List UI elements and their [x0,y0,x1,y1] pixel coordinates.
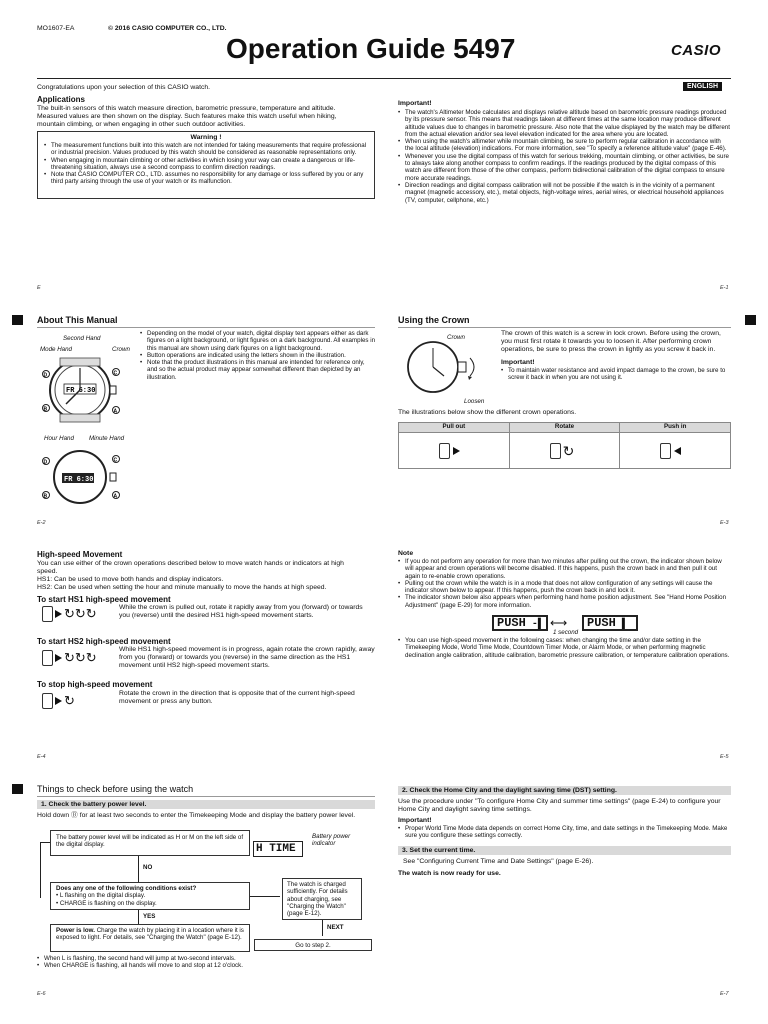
warning-title: Warning ! [190,134,222,141]
p6-notes [37,955,367,970]
warning-item: • Note that CASIO COMPUTER CO., LTD. assumes no responsibility for any damage or loss suffered by you or any third party arising through the use of your watch or its malfunction. [44,171,368,186]
warning-item: • The measurement functions built into this watch are not intended for taking measurements that require professional or industrial precision. Values produced by this watch should be considered as reasonable representations only. [44,142,368,157]
important-item: • Proper World Time Mode data depends on correct Home City, time, and date settings in the Timekeeping Mode. Make sure you configure these settings correctly. [398,825,731,840]
page-number: E [37,285,41,291]
note-item: • If you do not perform any operation for more than two minutes after pulling out the crown, the indicator shown below will appear and crown operations will become disabled. If this happens, push the crown back in and then pull it out again to re-enable crown operations. [398,558,731,580]
header-rule [37,78,731,79]
using-crown-heading: Using the Crown [398,315,470,325]
important-item: • To maintain water resistance and avoid impact damage to the crown, be sure to screw it back in when you are not using it. [501,367,731,382]
note-item: • When CHARGE is flashing, all hands will move to and stop at 12 o'clock. [37,962,367,969]
important-item: • Direction readings and digital compass calibration will not be possible if the watch is in the vicinity of a permanent magnet (magnetic accessory, etc.), metal objects, high-voltage wires, aerial wires, or electrical household appliances (TV, computer, cellphone, etc.) [398,182,731,204]
charged-box: The watch is charged sufficiently. For details about charging, see "Charging the Watch" (page E-12). [282,878,362,920]
svg-text:A: A [113,493,118,500]
op-rotate: Rotate [510,423,621,432]
rotate-icon: ↻ [510,433,621,469]
watch-illustration-bottom [38,447,138,507]
crown-label: Crown [447,334,465,341]
push-indicator-1: PUSH -▌ [492,615,548,631]
op-pull-out: Pull out [399,423,510,432]
about-manual-list [140,330,376,381]
svg-text:A: A [113,408,118,415]
step2-text: Use the procedure under "To configure Home City and summer time settings" (page E-24) to configure your Home City and daylight saving time settings. [398,798,721,813]
note-list-2 [398,637,731,659]
loosen-label: Loosen [464,398,485,405]
note-list [398,558,731,609]
one-second-label: 1 second [553,629,579,636]
push-indicator-2: PUSH ▌ [582,615,638,631]
illustrations-text: The illustrations below show the different crown operations. [398,409,577,416]
page-number: E-7 [720,991,729,997]
pull-out-icon [399,433,510,469]
p1-important-heading: Important! [398,100,432,107]
manual-item: • Button operations are indicated using the letters shown in the illustration. [140,352,376,359]
section-rule [37,796,375,797]
step3-bar: 3. Set the current time. [398,846,731,855]
hour-hand-label: Hour Hand [44,435,74,442]
no-label: NO [143,864,153,871]
svg-text:B: B [43,406,48,413]
stop-icon: ↻ [42,693,75,709]
flow-line [138,856,139,882]
step1-text: Hold down Ⓑ for at least two seconds to enter the Timekeeping Mode and display the battery power level. [37,812,356,819]
note-item: • You can use high-speed movement in the following cases: when changing the time and/or date setting in the Timekeeping Mode, World Time Mode, Countdown Timer Mode, or Alarm Mode, or when performing magnetic declination angle calibration, altitude calibration, barometric pressure calibration, or temperature calibration operations. [398,637,731,659]
hs2-text: While HS1 high-speed movement is in progress, again rotate the crown rapidly, away from you (forward) or towards you (reverse) in the same direction as the HS1 movement until HS2 high-speed movement starts. [119,646,375,669]
stop-heading: To stop high-speed movement [37,680,153,689]
flow-line [322,920,323,936]
hs2-icon: ↻↻↻ [42,650,97,666]
important-item: • When using the watch's altimeter while mountain climbing, be sure to perform regular calibration in accordance with the local altitude (elevation) indications. For more information, see "To specify a reference altitude value" (page E-46). [398,138,731,153]
p3-important-list [501,367,731,382]
stop-text: Rotate the crown in the direction that is opposite that of the current high-speed movement or press any button. [119,690,355,705]
intro-text: Congratulations upon your selection of this CASIO watch. [37,84,211,91]
applications-text: The built-in sensors of this watch measure direction, barometric pressure, temperature and altitude. Measured values are then shown on the display. Such features make this watch useful when hiking, mountain climbing, or when engaging in other such outdoor activities. [37,105,337,128]
hs1-text: While the crown is pulled out, rotate it rapidly away from you (forward) or towards you (reverse) until the desired HS1 high-speed movement starts. [119,604,363,619]
page-number: E-6 [37,991,46,997]
p7-important-heading: Important! [398,817,432,824]
hs1-heading: To start HS1 high-speed movement [37,595,171,604]
op-push-in: Push in [664,423,687,430]
flow-line [250,896,280,897]
important-item: • The watch's Altimeter Mode calculates and displays relative altitude based on barometric pressure readings produced by its pressure sensor. This means that readings taken at different times at the same location may produce different altitude values due to changes in barometric pressure. Also note that the value displayed by the watch may be different from the actual elevation and/or sea level elevation indicated for the area where you are located. [398,109,731,138]
next-label: NEXT [327,924,344,931]
manual-item: • Depending on the model of your watch, digital display text appears either as dark figures on a light background, or light figures on a dark background. All examples in this manual are shown using dark figures on a light background. [140,330,376,352]
p7-important-list [398,825,731,840]
mode-hand-label: Mode Hand [40,346,72,353]
page-title: Operation Guide 5497 [226,33,516,64]
svg-text:D: D [43,459,48,466]
page-number: E-2 [37,520,46,526]
push-in-icon [620,433,730,469]
section-marker [12,784,23,794]
flow-line [40,842,41,898]
step2-bar: 2. Check the Home City and the daylight saving time (DST) setting. [398,786,731,795]
flow-line [138,910,139,924]
crown-text: The crown of this watch is a screw in lock crown. Before using the crown, you must first rotate it towards you to loosen it. After performing crown operations, be sure to press the crown in lightly as you screw it back in. [501,330,721,353]
page-number: E-5 [720,754,729,760]
hs1-icon: ↻↻↻ [42,606,97,622]
svg-text:C: C [113,370,118,377]
lcd-display: H TIME [253,841,303,857]
flow-line [40,842,50,843]
conditions-box: Does any one of the following conditions exist? • L flashing on the digital display. • CHARGE is flashing on the display. [50,882,250,910]
doc-code: MO1607-EA [37,25,75,32]
section-marker [745,315,756,325]
warning-list [44,142,368,186]
section-rule [398,327,731,328]
applications-heading: Applications [37,95,86,104]
svg-text:FR 6:30: FR 6:30 [64,476,94,484]
high-speed-intro: You can use either of the crown operations described below to move watch hands or indicators at high speed. [37,560,344,575]
manual-item: • Note that the product illustrations in this manual are intended for reference only, and so the actual product may appear somewhat different than depicted by an illustration. [140,359,376,381]
p3-important-heading: Important! [501,359,535,366]
section-marker [12,315,23,325]
copyright: © 2016 CASIO COMPUTER CO., LTD. [108,25,227,32]
hs2-heading: To start HS2 high-speed movement [37,637,171,646]
section-rule [37,327,375,328]
power-low-box: Power is low. Charge the watch by placing it in a location where it is exposed to light. For details, see "Charging the Watch" (page E-12). [50,924,250,952]
battery-indicator-label: Battery power indicator [312,833,351,848]
note-item: • The indicator shown below also appears when performing hand home position adjustment. See "Hand Home Position Adjustment" (page E-29) for more information. [398,594,731,609]
blink-arrow-icon: ⟷ [550,616,568,630]
crown-loosen-illustration [398,332,488,407]
things-to-check-heading: Things to check before using the watch [37,784,194,794]
high-speed-heading: High-speed Movement [37,550,123,559]
svg-text:D: D [43,372,48,379]
go-to-step-box: Go to step 2. [254,939,372,951]
crown-label: Crown [112,346,130,353]
p1-important-list [398,109,731,204]
important-item: • Whenever you use the digital compass of this watch for serious trekking, mountain climbing, or other activities, be sure to always take along another compass to confirm readings. If the readings produced by the digital compass of this watch are different from those of the other compass, perform bidirectional calibration of the digital compass to ensure more accurate readings. [398,153,731,182]
step1-bar: 1. Check the battery power level. [37,800,375,809]
hs2-line: HS2: Can be used when setting the hour and minute manually to move the hands at high speed. [37,584,327,591]
note-item: • When L is flashing, the second hand will jump at two-second intervals. [37,955,367,962]
warning-item: • When engaging in mountain climbing or other activities in which losing your way can create a dangerous or life-threatening situation, always use a second compass to confirm direction readings. [44,157,368,172]
page-number: E-1 [720,285,729,291]
about-manual-heading: About This Manual [37,315,118,325]
yes-label: YES [143,913,156,920]
svg-text:C: C [113,457,118,464]
battery-box: The battery power level will be indicated as H or M on the left side of the digital display. [50,830,250,856]
minute-hand-label: Minute Hand [89,435,125,442]
warning-box [37,131,375,199]
crown-ops-table [398,422,731,469]
svg-text:FR 6:30: FR 6:30 [66,387,96,395]
page-number: E-3 [720,520,729,526]
step3-text: See "Configuring Current Time and Date Settings" (page E-26). [403,858,594,865]
ready-text: The watch is now ready for use. [398,870,501,877]
svg-text:B: B [43,493,48,500]
note-item: • Pulling out the crown while the watch is in a mode that does not allow configuration of any settings will cause the indicator shown below to appear. If this happens, push the crown back in and lock it. [398,580,731,595]
second-hand-label: Second Hand [63,335,101,342]
page-number: E-4 [37,754,46,760]
hs1-line: HS1: Can be used to move both hands and display indicators. [37,576,224,583]
note-heading: Note [398,550,414,557]
language-badge: ENGLISH [683,82,722,91]
casio-logo: CASIO [671,42,722,59]
